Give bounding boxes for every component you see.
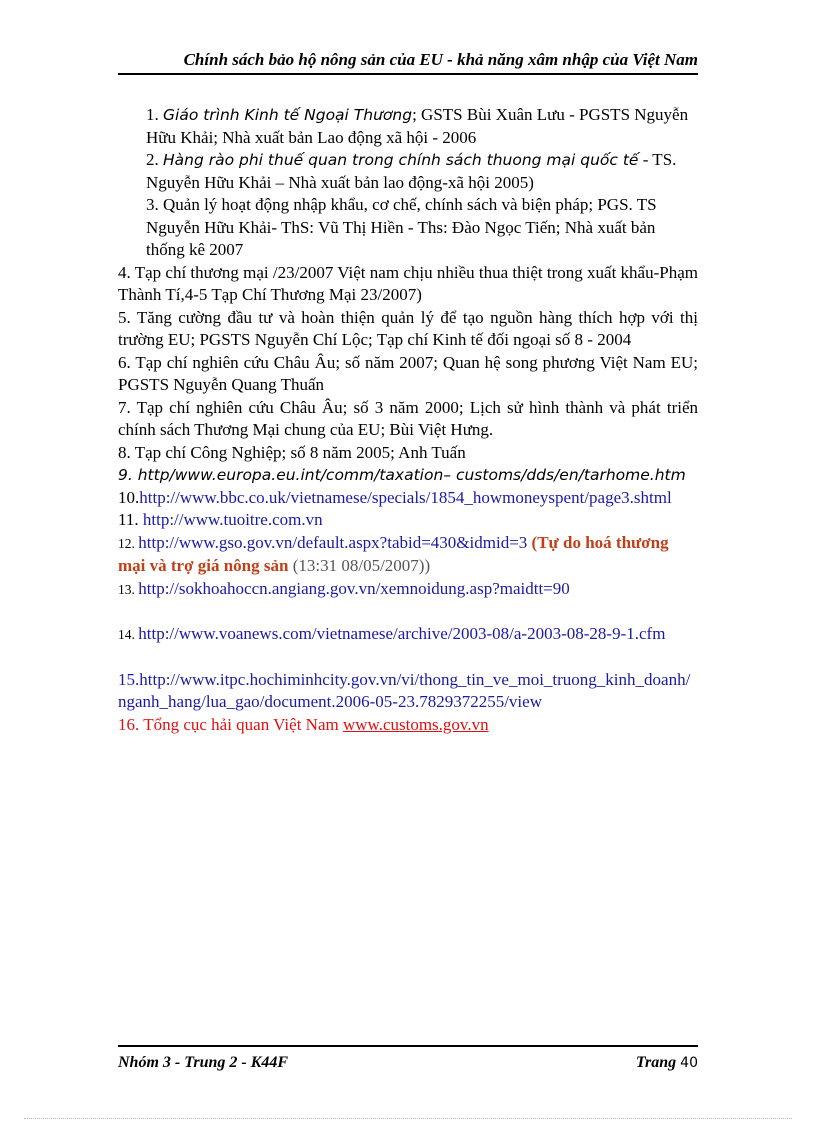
ref-link[interactable]: http://sokhoahoccn.angiang.gov.vn/xemnoidung.asp?maidtt=90: [138, 578, 570, 598]
ref-number: 13.: [118, 581, 139, 597]
ref-link[interactable]: http://www.tuoitre.com.vn: [142, 510, 323, 529]
footer-page: [636, 1054, 698, 1072]
reference-item-14: [118, 623, 698, 647]
header-rule: [118, 73, 698, 75]
ref-text: 16. Tổng cục hải quan Việt Nam: [118, 714, 343, 734]
ref-link[interactable]: http://www.bbc.co.uk/vietnamese/specials/1854_howmoneyspent/page3.shtml: [139, 487, 672, 507]
ref-highlight-title: (Tự do hoá thương mại và trợ giá nông sản: [118, 532, 669, 575]
footer-group-label: Nhóm 3 - Trung 2 - K44F: [118, 1054, 289, 1071]
reference-item-2: [118, 149, 698, 194]
ref-timestamp: (13:31 08/05/2007)): [288, 556, 431, 575]
reference-item-9: 9. http/www.europa.eu.int/comm/taxation– customs/dds/en/tarhome.htm: [118, 466, 686, 484]
ref-link[interactable]: www.customs.gov.vn: [342, 714, 489, 734]
ref-number: 14.: [118, 627, 139, 642]
reference-item-5: 5. Tăng cường đầu tư và hoàn thiện quản lý để tạo nguồn hàng thích hợp với thị trường EU; PGSTS Nguyễn Chí Lộc; Tạp chí Kinh tế đối ngoại số 8 - 2004: [118, 307, 698, 349]
reference-item-15[interactable]: 15.http://www.itpc.hochiminhcity.gov.vn/vi/thong_tin_ve_moi_truong_kinh_doanh/nganh_hang/lua_gao/document.2006-05-23.7829372255/view: [118, 669, 691, 711]
ref-number: 11.: [118, 510, 143, 529]
footer-rule: [118, 1045, 698, 1047]
ref-details: ; GSTS Bùi Xuân Lưu - PGSTS Nguyễn Hữu Khải; Nhà xuất bản Lao động xã hội - 2006: [146, 105, 689, 147]
ref-number: 10.: [118, 487, 140, 507]
page-number: 40: [680, 1055, 698, 1071]
ref-number: 1.: [146, 105, 163, 124]
page-bottom-border: [24, 1118, 792, 1119]
reference-list: [118, 104, 698, 736]
reference-item-11: [118, 509, 698, 532]
reference-item-13: [118, 578, 698, 602]
ref-details: - TS. Nguyễn Hữu Khải – Nhà xuất bản lao động-xã hội 2005): [146, 150, 677, 192]
reference-item-8: 8. Tạp chí Công Nghiệp; số 8 năm 2005; Anh Tuấn: [118, 442, 466, 462]
ref-number: 2.: [146, 150, 163, 169]
reference-item-7: 7. Tạp chí nghiên cứu Châu Âu; số 3 năm 2000; Lịch sử hình thành và phát triển chính sách Thương Mại chung của EU; Bùi Việt Hưng.: [118, 397, 698, 439]
page-label: Trang: [635, 1054, 677, 1071]
ref-number: 12.: [118, 535, 139, 551]
reference-item-3: 3. Quản lý hoạt động nhập khẩu, cơ chế, chính sách và biện pháp; PGS. TS Nguyễn Hữu Khải- ThS: Vũ Thị Hiền - Ths: Đào Ngọc Tiến; Nhà xuất bản thống kê 2007: [146, 195, 657, 259]
reference-item-12: [118, 532, 698, 578]
reference-item-10: [118, 487, 698, 510]
reference-item-6: 6. Tạp chí nghiên cứu Châu Âu; số năm 2007; Quan hệ song phương Việt Nam EU; PGSTS Nguyễn Quang Thuấn: [118, 352, 698, 394]
reference-item-4: 4. Tạp chí thương mại /23/2007 Việt nam chịu nhiều thua thiệt trong xuất khẩu-Phạm Thành Tí,4-5 Tạp Chí Thương Mại 23/2007): [118, 262, 698, 304]
ref-link[interactable]: http://www.voanews.com/vietnamese/archive/2003-08/a-2003-08-28-9-1.cfm: [138, 624, 666, 643]
ref-link[interactable]: http://www.gso.gov.vn/default.aspx?tabid=430&idmid=3: [138, 532, 528, 552]
ref-title: Hàng rào phi thuế quan trong chính sách thuong mại quốc tế: [163, 151, 639, 169]
reference-item-16: [118, 714, 698, 737]
header-title: Chính sách bảo hộ nông sản của EU - khả năng xâm nhập của Việt Nam: [183, 50, 698, 69]
reference-item-1: [118, 104, 698, 149]
ref-title: Giáo trình Kinh tế Ngoại Thương: [163, 106, 413, 124]
